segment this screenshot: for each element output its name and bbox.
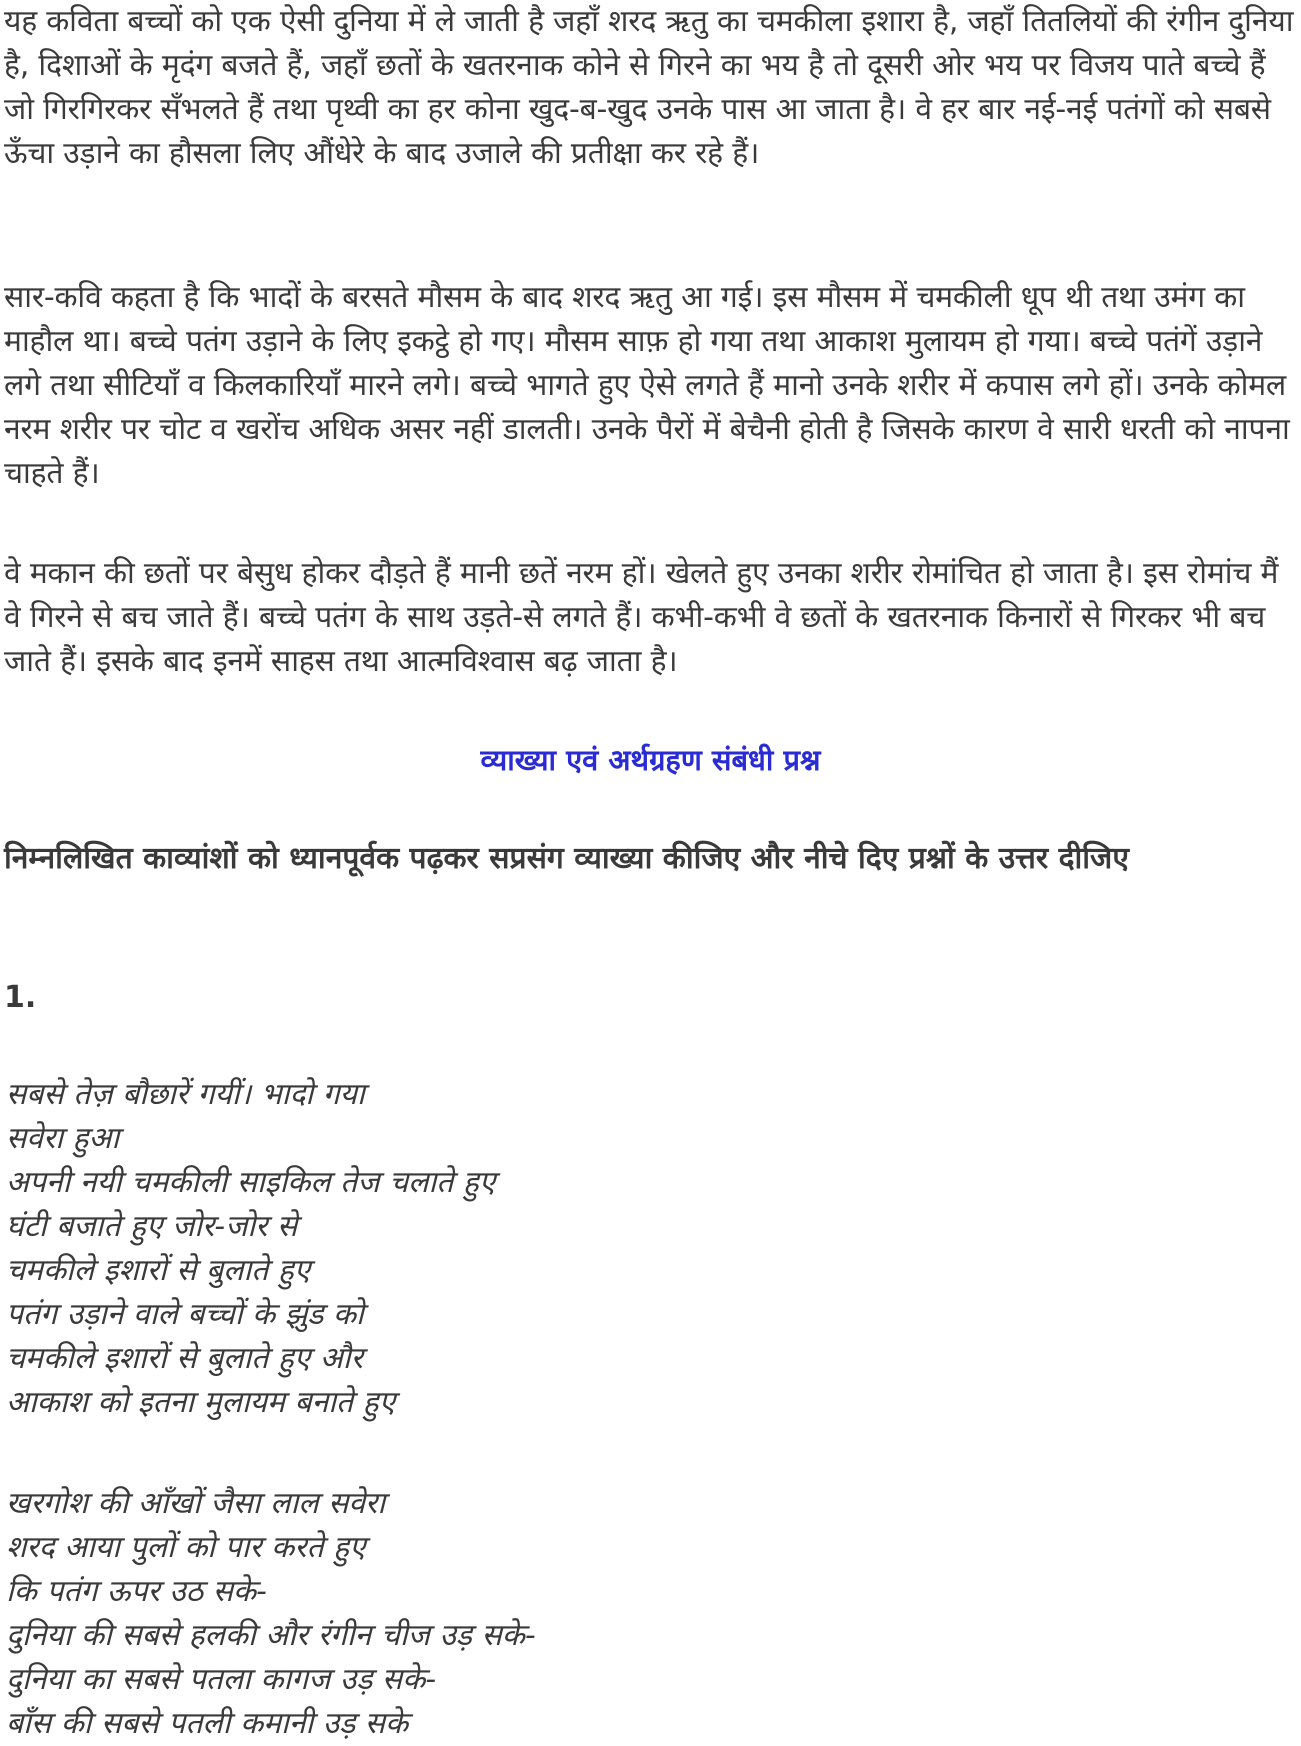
poem-line: बाँस की सबसे पतली कमानी उड़ सके bbox=[6, 1706, 409, 1741]
poem-line: कि पतंग ऊपर उठ सके- bbox=[6, 1574, 267, 1609]
poem-line: सवेरा हुआ bbox=[6, 1121, 120, 1156]
summary-paragraph-2: वे मकान की छतों पर बेसुध होकर दौड़ते हैं मानी छतें नरम हों। खेलते हुए उनका शरीर रोमांचित हो जाता है। इस रोमांच मैं वे गिरने से बच जाते हैं। बच्चे पतंग के साथ उड़ते-से लगते हैं। कभी-कभी वे छतों के खतरनाक किनारों से गिरकर भी बच जाते हैं। इसके बाद इनमें साहस तथा आत्मविश्वास बढ़ जाता है। bbox=[4, 556, 1279, 679]
instruction-text: निम्नलिखित काव्यांशों को ध्यानपूर्वक पढ़कर सप्रसंग व्याख्या कीजिए और नीचे दिए प्रश्नों के उत्तर दीजिए bbox=[4, 841, 1129, 876]
intro-paragraph: यह कविता बच्चों को एक ऐसी दुनिया में ले जाती है जहाँ शरद ऋतु का चमकीला इशारा है, जहाँ तितलियों की रंगीन दुनिया है, दिशाओं के मृदंग बजते हैं, जहाँ छतों के खतरनाक कोने से गिरने का भय है तो दूसरी ओर भय पर विजय पाते बच्चे हैं जो गिरगिरकर सँभलते हैं तथा पृथ्वी का हर कोना खुद-ब-खुद उनके पास आ जाता है। वे हर बार नई-नई पतंगों को सबसे ऊँचा उड़ाने का हौसला लिए औंधेरे के बाद उजाले की प्रतीक्षा कर रहे हैं। bbox=[4, 4, 1294, 171]
poem-line: घंटी बजाते हुए जोर-जोर से bbox=[6, 1209, 298, 1244]
poem-line: अपनी नयी चमकीली साइकिल तेज चलाते हुए bbox=[6, 1165, 496, 1200]
poem-line: चमकीले इशारों से बुलाते हुए और bbox=[6, 1341, 363, 1376]
poem-line: आकाश को इतना मुलायम बनाते हुए bbox=[6, 1385, 396, 1420]
poem-line: दुनिया का सबसे पतला कागज उड़ सके- bbox=[6, 1662, 437, 1697]
poem-stanza-1 bbox=[6, 1073, 1286, 1425]
summary-paragraph-1: सार-कवि कहता है कि भादों के बरसते मौसम के बाद शरद ऋतु आ गई। इस मौसम में चमकीली धूप थी तथा उमंग का माहौल था। बच्चे पतंग उड़ाने के लिए इकट्ठे हो गए। मौसम साफ़ हो गया तथा आकाश मुलायम हो गया। बच्चे पतंगें उड़ाने लगे तथा सीटियाँ व किलकारियाँ मारने लगे। बच्चे भागते हुए ऐसे लगते हैं मानो उनके शरीर में कपास लगे हों। उनके कोमल नरम शरीर पर चोट व खरोंच अधिक असर नहीं डालती। उनके पैरों में बेचैनी होती है जिसके कारण वे सारी धरती को नापना चाहते हैं। bbox=[4, 280, 1290, 491]
poem-stanza-2 bbox=[6, 1482, 1286, 1746]
poem-line: शरद आया पुलों को पार करते हुए bbox=[6, 1530, 366, 1565]
question-number: 1. bbox=[4, 980, 37, 1015]
section-heading: व्याख्या एवं अर्थग्रहण संबंधी प्रश्न bbox=[480, 743, 821, 777]
poem-line: चमकीले इशारों से बुलाते हुए bbox=[6, 1253, 311, 1288]
poem-line: दुनिया की सबसे हलकी और रंगीन चीज उड़ सके- bbox=[6, 1618, 536, 1653]
poem-line: खरगोश की आँखों जैसा लाल सवेरा bbox=[6, 1486, 386, 1521]
poem-line: सबसे तेज़ बौछारें गयीं। भादो गया bbox=[6, 1077, 365, 1112]
poem-line: पतंग उड़ाने वाले बच्चों के झुंड को bbox=[6, 1297, 364, 1332]
